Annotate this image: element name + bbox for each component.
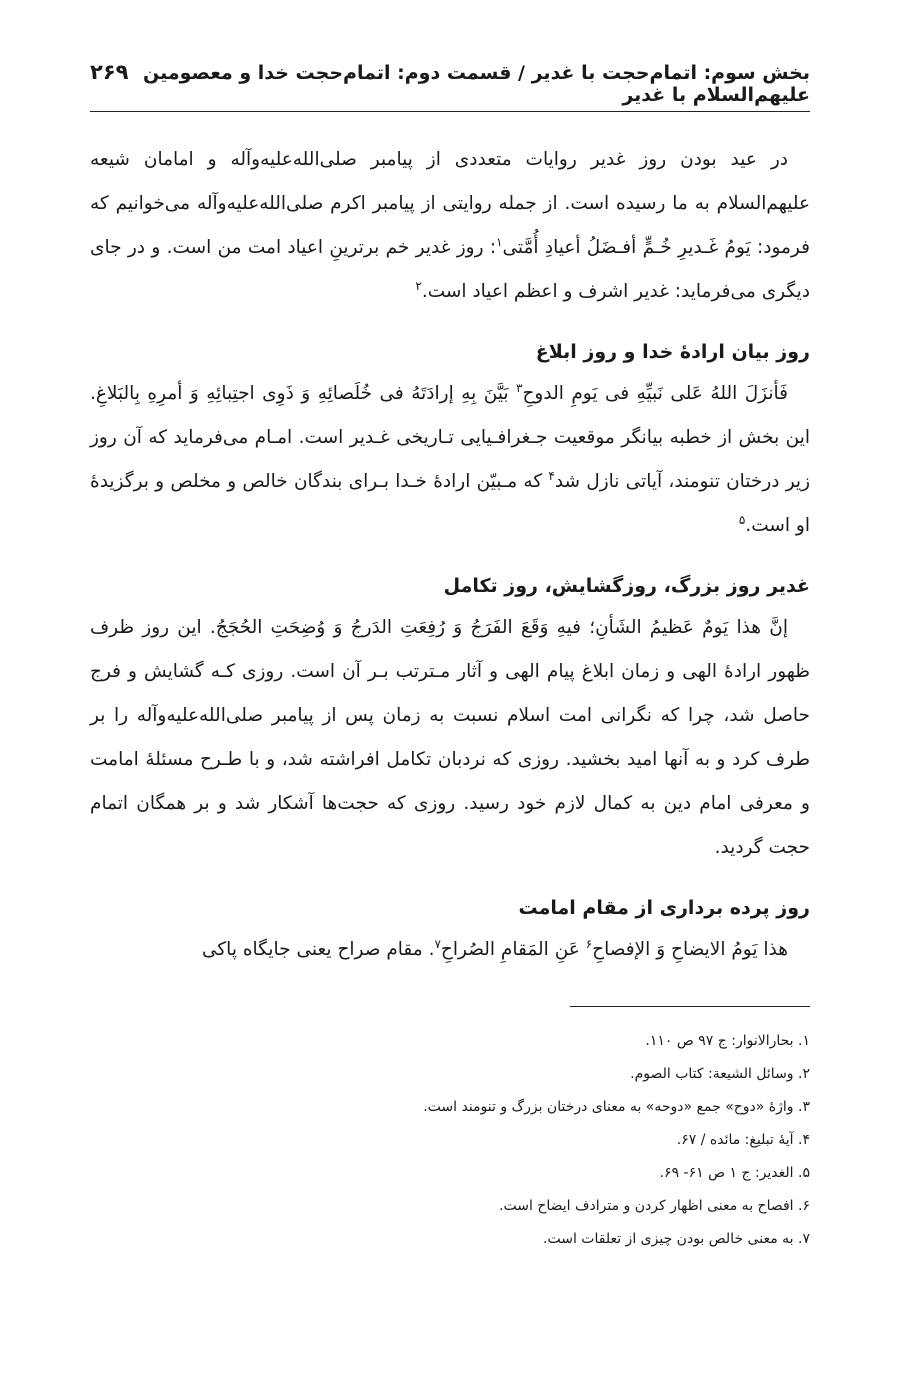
running-title: بخش سوم: اتمام‌حجت با غدیر / قسمت دوم: اتمام‌حجت خدا و معصومین علیهم‌السلام با غدیر xyxy=(142,62,810,106)
paragraph-4-quote-b: عَنِ المَقامِ الصُراحِ xyxy=(440,939,586,960)
footnote-ref-2: ۲ xyxy=(415,278,422,293)
footnote-divider xyxy=(570,1006,810,1007)
footnote-ref-4: ۴ xyxy=(548,468,555,483)
footnote-1: ۱. بحارالانوار: ج ۹۷ ص ۱۱۰. xyxy=(645,1033,810,1049)
paragraph-2-text: بَیَّنَ بِهِ إرادَتَهُ فی خُلَصائِهِ وَ ذَوِی اجتِبائِهِ وَ أمرِهِ بِالبَلاغِ. این بخش از خطبه بیانگر موقعیت جـغرافـیایی تـاریخی غـدیر است. امـام می‌فرماید که آن روز زیر درختان تنومند، آیاتی نازل شد xyxy=(90,383,811,492)
footnote-2: ۲. وسائل الشیعة: کتاب الصوم. xyxy=(630,1066,810,1082)
paragraph-4 xyxy=(90,928,810,972)
paragraph-4-quote: هذا یَومُ الایضاحِ وَ الإفصاحِ xyxy=(592,939,788,960)
footnote-3: ۳. واژهٔ «دوح» جمع «دوحه» به معنای درختان بزرگ و تنومند است. xyxy=(423,1099,810,1115)
paragraph-1-text: در عید بودن روز غدیر روایات متعددی از پیامبر صلی‌الله‌علیه‌وآله و امامان شیعه علیهم‌السلام به ما رسیده است. از جمله روایتی از پیامبر اکرم صلی‌الله‌علیه‌وآله می‌خوانیم که فرمود: یَومُ غَـدیرِ خُـمٍّ أفـضَلُ أعیادِ أُمَّتی xyxy=(90,149,810,258)
footnotes xyxy=(90,1025,810,1256)
footnote-5: ۵. الغدیر: ج ۱ ص ۶۱- ۶۹. xyxy=(659,1165,810,1181)
footnote-ref-7: ۷ xyxy=(434,936,441,951)
footnote-ref-1: ۱ xyxy=(496,234,503,249)
paragraph-3: إنَّ هذا یَومٌ عَظیمُ الشَأنِ؛ فیهِ وَقَعَ الفَرَجُ وَ رُفِعَتِ الدَرجُ وَ وُضِحَتِ الحُجَجُ. این روز ظرف ظهور ارادهٔ الهی و زمان ابلاغ پیام الهی و آثار مـترتب بـر آن است. روزی کـه گشایش و فرج حاصل شد، چرا که نگرانی امت اسلام نسبت به زمان پس از پیامبر صلی‌الله‌علیه‌وآله را بر طرف کرد و به آنها امید بخشید. روزی که نردبان تکامل افراشته شد، و با طـرح مسئلهٔ امامت و معرفی امام دین به کمال لازم خود رسید. روزی که حجت‌ها آشکار شد و بر همگان اتمام حجت گردید. xyxy=(90,617,810,858)
paragraph-1-text-b: : روز غدیر خم برترینِ اعیاد امت من است. و در جای دیگری می‌فرماید: غدیر اشرف و اعظم اعیاد است. xyxy=(90,237,810,302)
section-heading-2: غدیر روز بزرگ، روزگشایش، روز تکامل xyxy=(443,575,810,597)
footnote-ref-5: ۵ xyxy=(738,512,746,527)
footnote-6: ۶. افصاح به معنی اظهار کردن و مترادف ایضاح است. xyxy=(499,1198,810,1214)
paragraph-2-quote: فَأنزَلَ اللهُ عَلی نَبیِّهِ فی یَومِ الدوحِ xyxy=(522,383,789,404)
paragraph-2-text-c: که مـبیّن ارادهٔ خـدا بـرای بندگان خالص و مخلص و برگزیدهٔ او است. xyxy=(90,471,810,536)
page-number: ۲۶۹ xyxy=(90,60,129,84)
paragraph-2 xyxy=(90,372,810,548)
paragraph-4-text: . مقام صراح یعنی جایگاه پاکی xyxy=(201,939,435,960)
running-header xyxy=(90,60,810,112)
footnote-ref-3: ۳ xyxy=(516,380,523,395)
footnote-7: ۷. به معنی خالص بودن چیزی از تعلقات است. xyxy=(543,1231,810,1247)
section-heading-3: روز پرده برداری از مقام امامت xyxy=(518,897,810,919)
footnote-4: ۴. آیهٔ تبلیغ: مائده / ۶۷. xyxy=(676,1132,810,1148)
book-page xyxy=(90,60,810,1256)
paragraph-1 xyxy=(90,138,810,314)
body-text xyxy=(90,138,810,972)
section-heading-1: روز بیان ارادهٔ خدا و روز ابلاغ xyxy=(535,341,810,363)
footnote-ref-6: ۶ xyxy=(585,936,593,951)
